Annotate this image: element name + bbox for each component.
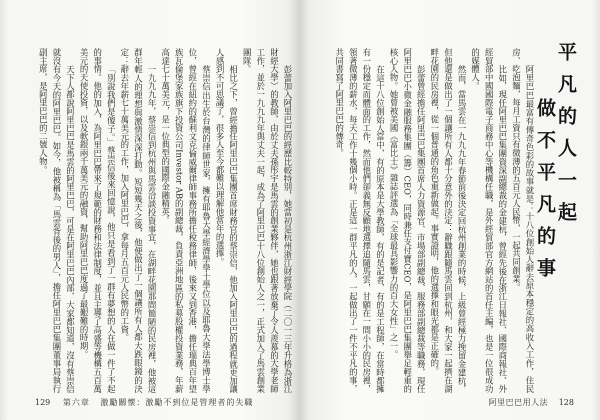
right-page-body (316, 48, 536, 393)
body-paragraph: 蔡崇信出生於台灣的律師世家，擁有耶魯大學經濟學學士學位以及耶魯大學法學博士學位，曾經在紐約的蘇利文克倫威爾律師事務所擔任稅務律師，後來又到香港，擔任瑞典百年望族瓦倫堡家族旗下投資公司Investor AB的副總裁，負責亞洲地區的私募股權投資業務，年薪高達七十萬美元，是一位典型的國際金融精英。 (160, 48, 212, 393)
body-paragraph: 比如，現任阿里巴巴集團資深副總裁的金建杭，曾經先後在浙江日報社、國際商報社、外經貿部中國國際電子商務中心等機構任職，是外經貿部官方網站的首任主編，也是一位很成功的媒體人。 (470, 48, 508, 393)
right-page-footer (489, 397, 574, 408)
section-title-line-1: 平凡的人一起 (555, 42, 577, 234)
left-page-body (28, 48, 294, 393)
running-footer-book-title: 阿里巴巴用人法 (488, 398, 549, 407)
body-paragraph: 「別說我們是傻子。」蔡崇信後來回憶說，他只是看到了一群有夢想的人在做一件了不起的事情。他的加入，為阿里巴巴帶來了規範的財務和法律制度，並且主導了高盛等機構五百萬美元的天使投資，以及軟銀兩千萬美元的融資，幫助阿里巴巴度過了最艱難的時期。 (79, 48, 117, 393)
chapter-label: 第六章 (62, 398, 90, 407)
body-paragraph: 相比之下，曾經擔任阿里巴巴集團首席財務官的蔡崇信，他加入阿里巴巴的過程就更加讓人感到不可思議了，很多人至今都難以理解他當年的選擇。 (215, 48, 239, 393)
right-page (300, 0, 600, 420)
body-paragraph: 天下人都說阿里巴巴是馬雲的阿里巴巴，可是在阿里巴巴內部，大家都知道，沒有蔡崇信就沒有今天的阿里巴巴。如今，他被稱為「馬雲背後的男人」，擔任阿里巴巴集團董事局執行副主席，是阿里巴巴的二號人物。 (38, 48, 76, 393)
left-page-footer (35, 397, 253, 408)
page-number: 129 (35, 398, 51, 407)
body-paragraph: 彭蕾曾經擔任阿里巴巴集團首席人力資源官、市場部副總裁、服務部副總裁等職務，現任阿里巴巴小微金融服務集團（籌）CEO，同時兼任支付寶CEO，是阿里巴巴集團舉足輕重的核心人物。她曾被美國《富比士》雜誌評選為「全球最具影響力的百大女性」之一。 (389, 48, 427, 393)
body-paragraph: 在這十八位創始人當中，有的原本是大學教師，有的是記者，有的是工程師，在當時都擁有一份穩定而體面的工作，然而他們卻義無反顧地選擇追隨馬雲，甘願在一間小小的民房裡，領著微薄的薪水，每天工作十幾個小時。正是這一群平凡的人，一起做出了一件不平凡的事，共同書寫了阿里巴巴的傳奇。 (334, 48, 386, 393)
chapter-title: 激勵關懷：激勵不到位是管理者的失職 (100, 398, 254, 407)
page-number: 128 (558, 398, 574, 407)
section-title-line-2: 做不平凡的事 (534, 98, 556, 290)
body-paragraph: 彭蕾加入阿里巴巴的經歷比較特別，她當初是杭州浙江財經學院（二〇一三年升格為浙江財經大學）的教師，由於丈夫孫彤宇是馬雲的創業夥伴，她也跟著放棄了令人羨慕的大學老師工作，並於一九九九年與丈夫一起，成為了阿里巴巴十八位創始人之一，正式加入了馬雲創業團隊。 (242, 48, 293, 393)
body-paragraph: 然而，當馬雲在一九九九年春節前後決定回杭州創業的時候，上級曾經極力挽留金建杭，但他還是做出了一個讓所有人都十分意外的決定：辭職跟隨馬雲回到杭州，和大家一起擠在湖畔花園的民房裡，從一個普通的角色重新做起。事實證明，他的選擇和眼光都是正確的。 (429, 48, 468, 393)
body-paragraph: 一九九九年，蔡崇信到杭州與馬雲洽談投資事宜，在湖畔花園那間簡陋的民房裡，他被這群年輕人的理想與激情深深打動。短短幾天之後，他便做出了一個讓所有人都大跌眼鏡的決定：辭去年薪七十萬美元的工作，加入阿里巴巴，拿每月五百元人民幣的工資。 (119, 48, 158, 393)
body-paragraph: 阿里巴巴最富有傳奇色彩的故事就是：十八位創始人辭去原本穩定的高收入工作，住民房、吃泡麵，每月工資只有微薄的五百元人民幣，一起共同創業。 (511, 48, 535, 393)
